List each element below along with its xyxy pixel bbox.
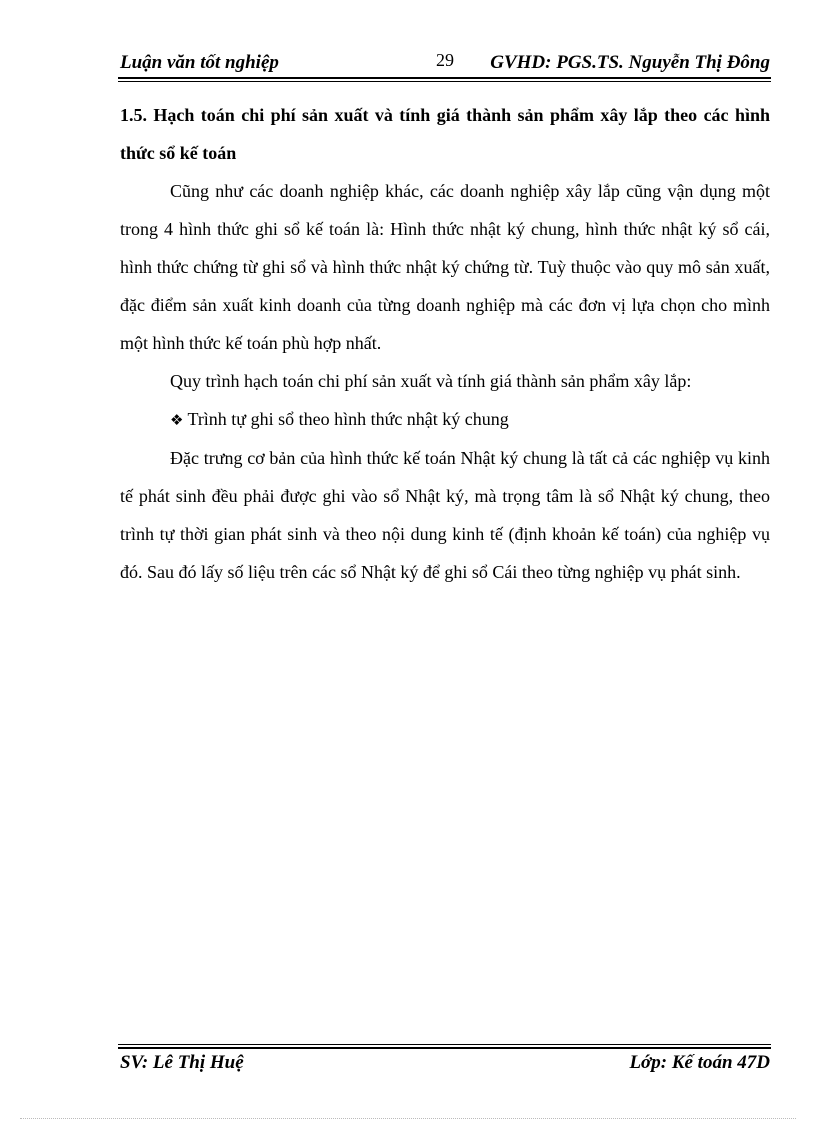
paragraph-intro: Cũng như các doanh nghiệp khác, các doanh nghiệp xây lắp cũng vận dụng một trong 4 hình thức ghi sổ kế toán là: Hình thức nhật ký chung, hình thức nhật ký sổ cái, hình thức chứng từ ghi sổ và hình thức nhật ký chứng từ. Tuỳ thuộc vào quy mô sản xuất, đặc điểm sản xuất kinh doanh của từng doanh nghiệp mà các đơn vị lựa chọn cho mình một hình thức kế toán phù hợp nhất. (120, 181, 770, 353)
page-header (120, 50, 770, 76)
diamond-bullet-icon: ❖ (170, 411, 184, 429)
footer-rule-thin (118, 1044, 771, 1045)
page-number: 29 (436, 50, 454, 70)
paragraph-process: Quy trình hạch toán chi phí sản xuất và tính giá thành sản phẩm xây lắp: (170, 371, 692, 391)
section-heading: 1.5. Hạch toán chi phí sản xuất và tính giá thành sản phẩm xây lắp theo các hình thức sổ kế toán (120, 105, 770, 163)
page-body (120, 96, 770, 591)
paragraph-journal: Đặc trưng cơ bản của hình thức kế toán Nhật ký chung là tất cả các nghiệp vụ kinh tế phát sinh đều phải được ghi vào sổ Nhật ký, mà trọng tâm là sổ Nhật ký chung, theo trình tự thời gian phát sinh và theo nội dung kinh tế (định khoản kế toán) của nghiệp vụ đó. Sau đó lấy số liệu trên các sổ Nhật ký để ghi sổ Cái theo từng nghiệp vụ phát sinh. (120, 448, 770, 582)
page-footer (120, 1052, 770, 1078)
footer-student: SV: Lê Thị Huệ (120, 1052, 244, 1073)
footer-class: Lớp: Kế toán 47D (629, 1052, 770, 1073)
page-edge-divider (20, 1118, 796, 1119)
header-rule-thick (118, 77, 771, 79)
header-supervisor: GVHD: PGS.TS. Nguyễn Thị Đông (490, 52, 770, 73)
header-thesis-title: Luận văn tốt nghiệp (120, 52, 279, 73)
footer-rule-thick (118, 1047, 771, 1049)
bullet-text: Trình tự ghi sổ theo hình thức nhật ký chung (187, 409, 509, 429)
header-rule-thin (118, 81, 771, 82)
bullet-item (120, 400, 770, 439)
